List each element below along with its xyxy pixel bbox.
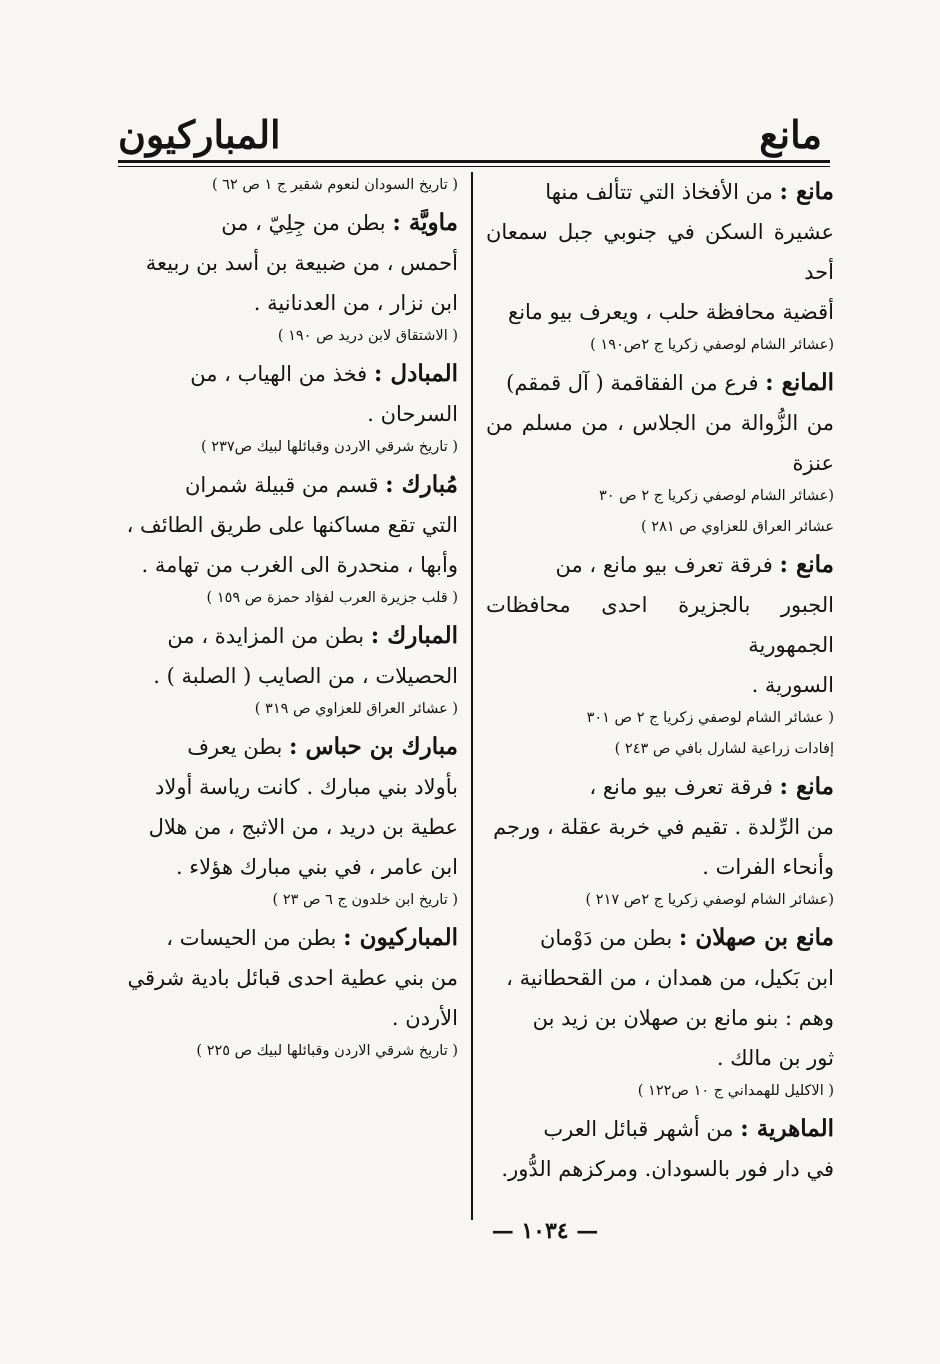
right-column [486, 172, 834, 1189]
entry-headword: المانع : [765, 369, 834, 396]
entry-headword: المباركيون : [343, 924, 458, 951]
entry [486, 172, 834, 359]
entry-headword: الماهرية : [740, 1115, 834, 1142]
entry-text: بطن من الحيسات ، [166, 926, 344, 950]
citation: ( تاريخ السودان لنعوم شقير ج ١ ص ٦٢ ) [211, 177, 458, 193]
entry-text: من أشهر قبائل العرب [543, 1117, 741, 1141]
entry-line [486, 918, 834, 958]
entry-line [486, 767, 834, 807]
entry-line: في دار فور بالسودان. ومركزهم الدُّور. [501, 1157, 834, 1181]
citation: ( عشائر الشام لوصفي زكريا ج ٢ ص ٣٠١ [586, 710, 834, 726]
entry-headword: مانع بن صهلان : [678, 924, 834, 951]
entry-line: وهم : بنو مانع بن صهلان بن زيد بن [532, 1006, 834, 1030]
citation: ( تاريخ شرقي الاردن وقبائلها لبيك ص٢٣٧ ) [201, 439, 458, 455]
entry-headword: مانع : [779, 551, 834, 578]
citation: إفادات زراعية لشارل بافي ص ٢٤٣ ) [614, 741, 834, 757]
entry [118, 203, 458, 350]
citation: (عشائر الشام لوصفي زكريا ج ٢ص١٩٠ ) [590, 337, 834, 353]
entry-line [118, 727, 458, 767]
entry-headword: المبارك : [370, 622, 458, 649]
header-rule-thin [118, 166, 830, 167]
entry-text: بطن من دَوْمان [539, 926, 679, 950]
entry-line: أقضية محافظة حلب ، ويعرف بيو مانع [508, 300, 834, 324]
citation: ( تاريخ شرقي الاردن وقبائلها لبيك ص ٢٢٥ ) [196, 1043, 458, 1059]
entry-line [118, 918, 458, 958]
entry-line: الأردن . [391, 1006, 458, 1030]
entry [486, 1109, 834, 1189]
entry-headword: ماويَّة : [392, 209, 458, 236]
entry-text: من الأفخاذ التي تتألف منها [545, 180, 780, 204]
entry-line: بأولاد بني مبارك . كانت رياسة أولاد [155, 775, 458, 799]
entry-line: من الرِّلدة . تقيم في خربة عقلة ، ورجم [493, 815, 834, 839]
entry [486, 363, 834, 541]
page-number-text: — ١٠٣٤ — [491, 1218, 599, 1244]
entry-text: قسم من قبيلة شمران [184, 473, 386, 497]
citation: (عشائر الشام لوصفي زكريا ج ٢ ص ٣٠ [598, 488, 834, 504]
citation: ( تاريخ ابن خلدون ج ٦ ص ٢٣ ) [272, 892, 458, 908]
entry-line [486, 363, 834, 403]
entry [118, 616, 458, 723]
entry [118, 465, 458, 612]
entry-line: ابن بَكيل، من همدان ، من القحطانية ، [506, 966, 834, 990]
left-column [118, 172, 458, 1069]
entry [486, 918, 834, 1105]
entry-line: ثور بن مالك . [716, 1046, 834, 1070]
running-header-right: مانع [759, 112, 822, 157]
entry-line [118, 616, 458, 656]
entry-text: فخذ من الهياب ، من [190, 362, 374, 386]
entry-line [486, 172, 834, 212]
entry-line: عشيرة السكن في جنوبي جبل سمعان أحد [486, 220, 834, 284]
entry-line: من الزُّوالة من الجلاس ، من مسلم من عنزة [486, 411, 834, 475]
citation: ( قلب جزيرة العرب لفؤاد حمزة ص ١٥٩ ) [206, 590, 458, 606]
entry-headword: مبارك بن حباس : [289, 733, 458, 760]
entry-line: التي تقع مساكنها على طريق الطائف ، [126, 513, 458, 537]
entry-line [118, 203, 458, 243]
entry-text: فرقة تعرف بيو مانع ، من [555, 553, 780, 577]
entry-line [486, 1109, 834, 1149]
running-header-left: المباركيون [118, 112, 281, 157]
entry [118, 918, 458, 1065]
entry-text: فرقة تعرف بيو مانع ، [589, 775, 780, 799]
citation: (عشائر الشام لوصفي زكريا ج ٢ص ٢١٧ ) [585, 892, 834, 908]
entry [118, 354, 458, 461]
column-divider [471, 172, 473, 1220]
entry-headword: المبادل : [373, 360, 458, 387]
entry-headword: مانع : [779, 773, 834, 800]
citation: ( الاشتقاق لابن دريد ص ١٩٠ ) [277, 328, 458, 344]
page-number [0, 1218, 940, 1244]
entry-line [118, 354, 458, 394]
entry [486, 767, 834, 914]
entry-line: ابن عامر ، في بني مبارك هؤلاء . [175, 855, 458, 879]
citation: عشائر العراق للعزاوي ص ٢٨١ ) [641, 519, 834, 535]
entry-line: السرحان . [367, 402, 458, 426]
entry [486, 545, 834, 763]
entry-line [486, 545, 834, 585]
entry-headword: مانع : [779, 178, 834, 205]
entry-line: الجبور بالجزيرة احدى محافظات الجمهورية [486, 593, 834, 657]
entry-line [118, 465, 458, 505]
entry-text: بطن يعرف [187, 735, 289, 759]
entry-line: وأنحاء الفرات . [702, 855, 834, 879]
entry-line: ابن نزار ، من العدنانية . [253, 291, 458, 315]
entry-headword: مُبارك : [385, 471, 458, 498]
entry-text: بطن من جِلِيّ ، من [221, 211, 393, 235]
entry-line: من بني عطية احدى قبائل بادية شرقي [127, 966, 458, 990]
entry [118, 727, 458, 914]
entry-line: الحصيلات ، من الصايب ( الصلبة ) . [153, 664, 458, 688]
entry-line: السورية . [751, 673, 834, 697]
entry [118, 172, 458, 199]
citation: ( عشائر العراق للعزاوي ص ٣١٩ ) [254, 701, 458, 717]
entry-line: وأبها ، منحدرة الى الغرب من تهامة . [141, 553, 458, 577]
entry-line: عطية بن دريد ، من الاثبج ، من هلال [148, 815, 458, 839]
entry-line: أحمس ، من ضبيعة بن أسد بن ربيعة [145, 251, 458, 275]
header-rule [118, 160, 830, 163]
entry-text: فرع من الفقاقمة ( آل قمقم) [506, 371, 766, 395]
citation: ( الاكليل للهمداني ج ١٠ ص١٢٢ ) [637, 1083, 834, 1099]
entry-text: بطن من المزايدة ، من [167, 624, 371, 648]
